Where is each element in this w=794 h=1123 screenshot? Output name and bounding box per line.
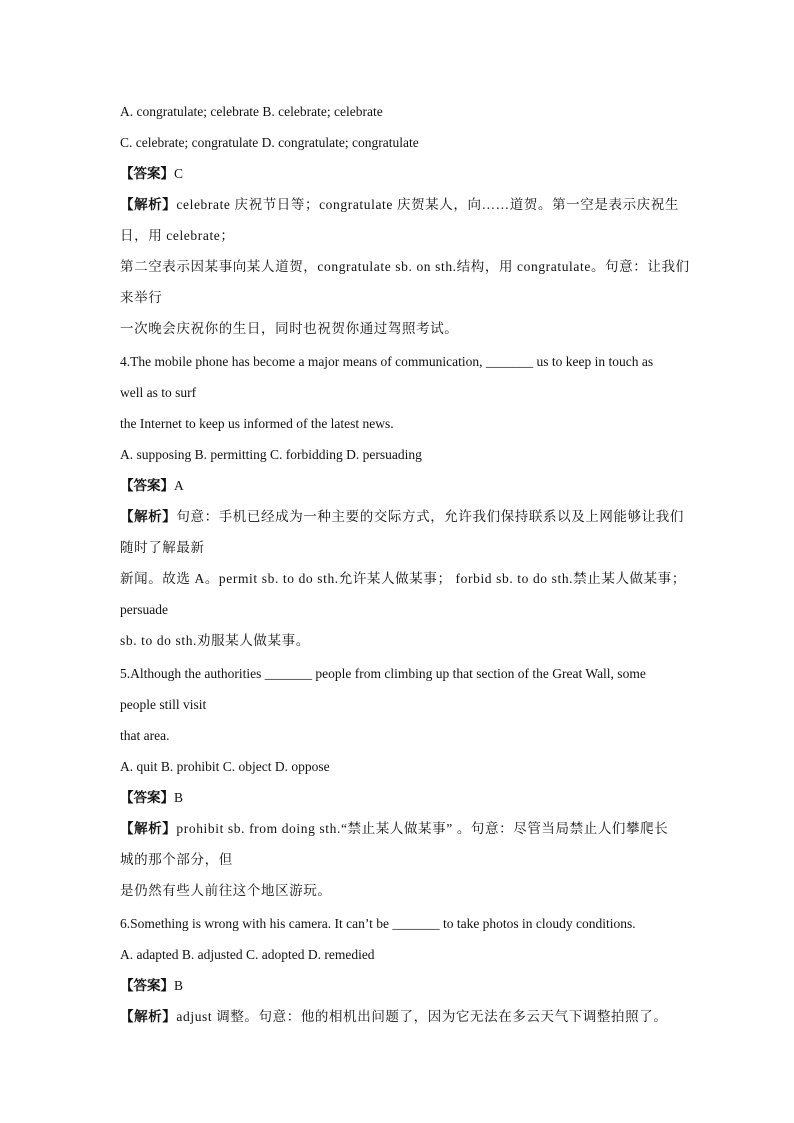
q5-stem-line-3	[120, 728, 169, 744]
line-text: that area.	[120, 728, 170, 743]
line-text: A. supposing B. permitting C. forbidding D. persuading	[120, 447, 422, 462]
answer-tag: 【答案】	[120, 978, 174, 993]
q3-analysis-line-2	[120, 228, 234, 244]
line-text: A. congratulate; celebrate B. celebrate; celebrate	[120, 104, 383, 119]
answer-value: A	[174, 478, 184, 493]
q5-answer	[120, 790, 183, 806]
line-text: persuade	[120, 602, 168, 617]
answer-tag: 【答案】	[120, 478, 174, 493]
q6-answer	[120, 978, 183, 994]
analysis-tag: 【解析】	[120, 821, 177, 836]
line-text: 是仍然有些人前往这个地区游玩。	[120, 883, 332, 898]
q6-options	[120, 947, 375, 963]
line-text: C. celebrate; congratulate D. congratulate; congratulate	[120, 135, 419, 150]
line-text: the Internet to keep us informed of the latest news.	[120, 416, 394, 431]
q5-stem-line-1	[120, 666, 646, 682]
line-text: 第二空表示因某事向某人道贺，congratulate sb. on sth.结构，用 congratulate。句意：让我们	[120, 259, 690, 274]
line-text: A. adapted B. adjusted C. adopted D. remedied	[120, 947, 375, 962]
line-text: 句意：手机已经成为一种主要的交际方式，允许我们保持联系以及上网能够让我们	[176, 509, 685, 524]
q4-analysis-line-4	[120, 602, 168, 618]
q4-analysis-line-3	[120, 571, 686, 587]
answer-value: B	[174, 790, 184, 805]
q5-analysis-line-3	[120, 883, 332, 899]
line-text: celebrate 庆祝节日等；congratulate 庆贺某人，向……道贺。第一空是表示庆祝生	[176, 197, 679, 212]
answer-tag: 【答案】	[120, 790, 174, 805]
line-text: 5.Although the authorities _______ people from climbing up that section of the Great Wall, some	[120, 666, 646, 681]
q4-analysis-line-2	[120, 540, 205, 556]
line-text: people still visit	[120, 697, 207, 712]
q5-stem-line-2	[120, 697, 206, 713]
line-text: 4.The mobile phone has become a major means of communication, _______ us to keep in touch as	[120, 354, 654, 369]
line-text: 一次晚会庆祝你的生日，同时也祝贺你通过驾照考试。	[120, 321, 459, 336]
q4-options	[120, 447, 422, 463]
q4-stem-line-3	[120, 416, 394, 432]
q4-analysis-line-1	[120, 509, 684, 525]
q5-analysis-line-1	[120, 821, 668, 837]
q4-analysis-line-5	[120, 633, 310, 649]
q4-stem-line-1	[120, 354, 653, 370]
q3-analysis-line-3	[120, 259, 690, 275]
line-text: 6.Something is wrong with his camera. It can’t be _______ to take photos in cloudy conditions.	[120, 916, 636, 931]
answer-value: C	[174, 166, 184, 181]
answer-value: B	[174, 978, 184, 993]
q3-analysis-line-5	[120, 321, 458, 337]
q6-stem	[120, 916, 636, 932]
line-text: 新闻。故选 A。permit sb. to do sth.允许某人做某事； forbid sb. to do sth.禁止某人做某事；	[120, 571, 686, 586]
q4-answer	[120, 478, 184, 494]
answer-tag: 【答案】	[120, 166, 174, 181]
line-text: 来举行	[120, 290, 163, 305]
q3-answer	[120, 166, 183, 182]
line-text: 随时了解最新	[120, 540, 205, 555]
q3-options-line-1	[120, 104, 383, 120]
q5-analysis-line-2	[120, 852, 233, 868]
line-text: adjust 调整。句意：他的相机出问题了，因为它无法在多云天气下调整拍照了。	[176, 1009, 668, 1024]
line-text: 城的那个部分，但	[120, 852, 233, 867]
line-text: A. quit B. prohibit C. object D. oppose	[120, 759, 330, 774]
line-text: 日，用 celebrate；	[120, 228, 235, 243]
analysis-tag: 【解析】	[120, 509, 177, 524]
q3-analysis-line-4	[120, 290, 162, 306]
analysis-tag: 【解析】	[120, 197, 177, 212]
q3-options-line-2	[120, 135, 419, 151]
line-text: sb. to do sth.劝服某人做某事。	[120, 633, 310, 648]
analysis-tag: 【解析】	[120, 1009, 177, 1024]
q4-stem-line-2	[120, 385, 196, 401]
q6-analysis	[120, 1009, 667, 1025]
q3-analysis-line-1	[120, 197, 679, 213]
line-text: well as to surf	[120, 385, 197, 400]
q5-options	[120, 759, 330, 775]
line-text: prohibit sb. from doing sth.“禁止某人做某事” 。句意：尽管当局禁止人们攀爬长	[176, 821, 669, 836]
